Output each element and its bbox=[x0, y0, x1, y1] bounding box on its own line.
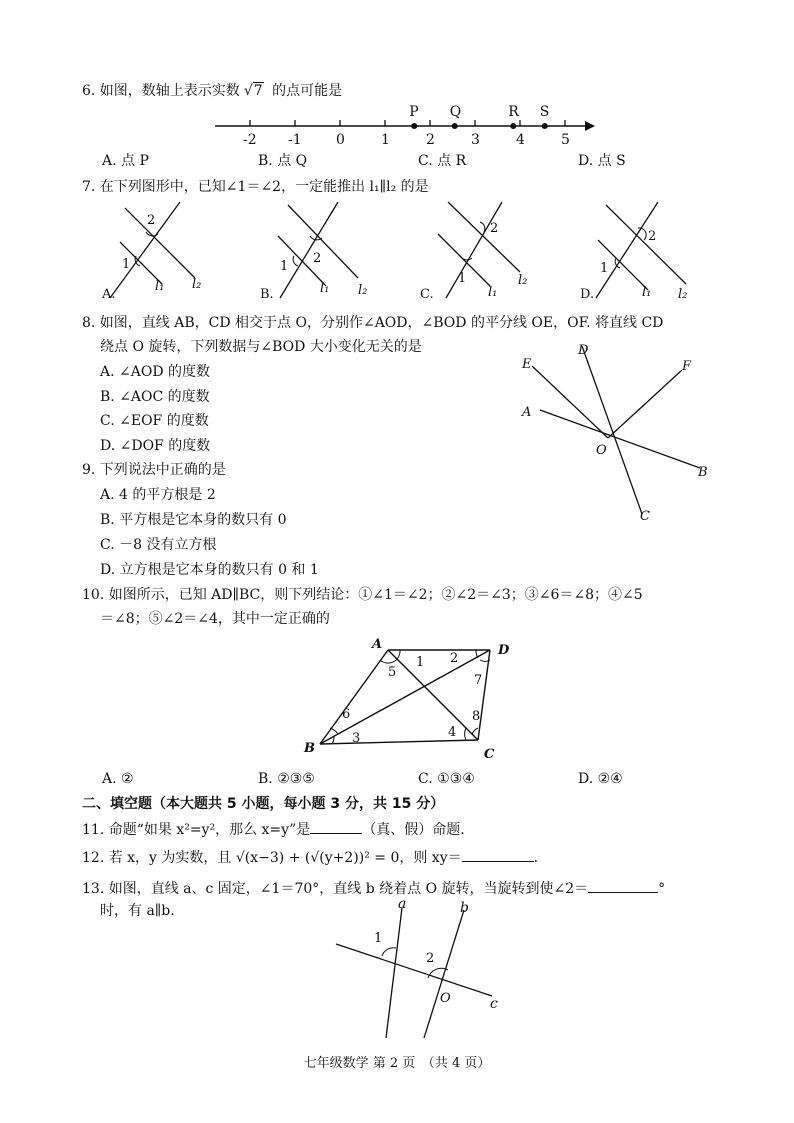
q6-option-d[interactable]: D. 点 S bbox=[578, 153, 626, 169]
q13-stem-line1: 13. 如图，直线 a、c 固定，∠1＝70°，直线 b 绕着点 O 旋转，当旋转到使∠2＝ ° bbox=[82, 878, 665, 898]
svg-text:6: 6 bbox=[342, 707, 351, 722]
q6-point-dot bbox=[542, 123, 548, 129]
svg-text:1: 1 bbox=[122, 257, 131, 272]
q9-stem: 9. 下列说法中正确的是 bbox=[82, 462, 226, 478]
svg-text:l₂: l₂ bbox=[358, 283, 368, 298]
svg-text:a: a bbox=[398, 896, 407, 912]
q6-tick-label: -2 bbox=[243, 132, 257, 148]
svg-text:E: E bbox=[522, 357, 532, 372]
svg-text:2: 2 bbox=[490, 221, 499, 236]
svg-text:2: 2 bbox=[450, 651, 459, 666]
q10-option-a[interactable]: A. ② bbox=[102, 771, 134, 787]
q7-figure-a[interactable] bbox=[100, 200, 210, 300]
sqrt-arg: 7 bbox=[253, 83, 263, 99]
q6-stem: 6. 如图，数轴上表示实数 √7 的点可能是 bbox=[82, 83, 343, 99]
q6-option-b[interactable]: B. 点 Q bbox=[258, 153, 308, 169]
q6-point-label: R bbox=[508, 104, 519, 120]
svg-text:D.: D. bbox=[580, 287, 595, 302]
svg-text:C.: C. bbox=[420, 287, 434, 302]
q10-figure bbox=[300, 636, 520, 766]
svg-text:C: C bbox=[484, 747, 495, 762]
q13-stem-line2: 时，有 a∥b. bbox=[100, 903, 175, 919]
svg-text:C: C bbox=[640, 509, 650, 524]
q7a-letter: A. bbox=[102, 287, 116, 302]
q8-option-a[interactable]: A. ∠AOD 的度数 bbox=[100, 364, 211, 380]
svg-text:B: B bbox=[698, 465, 708, 480]
q6-point-dot bbox=[452, 123, 458, 129]
svg-text:F: F bbox=[682, 359, 692, 374]
svg-text:1: 1 bbox=[600, 261, 609, 276]
svg-text:b: b bbox=[460, 900, 469, 916]
svg-text:O: O bbox=[596, 443, 607, 458]
svg-text:l₂: l₂ bbox=[678, 287, 688, 302]
section2-heading: 二、填空题（本大题共 5 小题，每小题 3 分，共 15 分） bbox=[82, 796, 445, 812]
q10-option-d[interactable]: D. ②④ bbox=[578, 771, 623, 787]
q10-option-c[interactable]: C. ①③④ bbox=[418, 771, 475, 787]
svg-text:O: O bbox=[440, 991, 451, 1006]
q8-option-b[interactable]: B. ∠AOC 的度数 bbox=[100, 389, 210, 405]
q9-option-a[interactable]: A. 4 的平方根是 2 bbox=[100, 487, 216, 503]
q8-stem-line2: 绕点 O 旋转，下列数据与∠BOD 大小变化无关的是 bbox=[100, 339, 422, 355]
q8-option-c[interactable]: C. ∠EOF 的度数 bbox=[100, 413, 209, 429]
q11-answer-blank[interactable] bbox=[310, 819, 362, 834]
q12-expression: √(x−3) + (√(y+2))² = 0 bbox=[235, 850, 400, 866]
svg-text:l₁: l₁ bbox=[642, 285, 652, 300]
svg-text:5: 5 bbox=[388, 665, 397, 680]
svg-text:7: 7 bbox=[474, 673, 483, 688]
q7-figure-c[interactable] bbox=[418, 200, 528, 300]
svg-text:A: A bbox=[372, 637, 383, 652]
q12-answer-blank[interactable] bbox=[462, 847, 534, 862]
svg-text:D: D bbox=[578, 343, 589, 358]
q6-tick-label: 3 bbox=[471, 132, 480, 148]
q6-point-dot bbox=[510, 123, 516, 129]
q6-tick-label: 4 bbox=[516, 132, 525, 148]
q6-option-c[interactable]: C. 点 R bbox=[418, 153, 467, 169]
q6-tick-label: -1 bbox=[288, 132, 302, 148]
svg-text:1: 1 bbox=[280, 259, 289, 274]
svg-text:4: 4 bbox=[448, 725, 457, 740]
q6-option-a[interactable]: A. 点 P bbox=[102, 153, 149, 169]
svg-text:1: 1 bbox=[458, 271, 467, 286]
svg-text:2: 2 bbox=[648, 229, 657, 244]
q6-tick-label: 2 bbox=[426, 132, 435, 148]
svg-text:l₁: l₁ bbox=[488, 285, 498, 300]
q7-figure-d[interactable] bbox=[578, 200, 698, 300]
page-footer: 七年级数学 第 2 页 （共 4 页） bbox=[303, 1056, 491, 1071]
svg-text:l₂: l₂ bbox=[518, 273, 528, 288]
svg-text:A: A bbox=[522, 405, 532, 420]
q7-stem: 7. 在下列图形中，已知∠1＝∠2，一定能推出 l₁∥l₂ 的是 bbox=[82, 179, 429, 195]
q10-stem-line2: ＝∠8；⑤∠2＝∠4，其中一定正确的 bbox=[100, 611, 330, 627]
q6-point-label: P bbox=[409, 104, 419, 120]
q6-tick-label: 1 bbox=[381, 132, 390, 148]
sqrt-symbol: √ bbox=[243, 83, 253, 99]
q13-figure bbox=[332, 898, 532, 1048]
svg-text:2: 2 bbox=[147, 213, 156, 228]
q9-option-d[interactable]: D. 立方根是它本身的数只有 0 和 1 bbox=[100, 562, 319, 578]
q6-number-line bbox=[210, 100, 610, 148]
svg-text:2: 2 bbox=[313, 251, 322, 266]
q12-stem: 12. 若 x，y 为实数，且 √(x−3) + (√(y+2))² = 0，则 xy＝ . bbox=[82, 847, 538, 867]
svg-text:l₂: l₂ bbox=[192, 277, 202, 292]
q10-stem-line1: 10. 如图所示，已知 AD∥BC，则下列结论：①∠1＝∠2；②∠2＝∠3；③∠6＝∠8；④∠5 bbox=[82, 587, 643, 603]
q7-figure-b[interactable] bbox=[258, 200, 368, 300]
q9-option-b[interactable]: B. 平方根是它本身的数只有 0 bbox=[100, 512, 287, 528]
q6-point-dot bbox=[411, 123, 417, 129]
q6-point-label: S bbox=[539, 104, 550, 120]
q13-answer-blank[interactable] bbox=[588, 878, 658, 893]
svg-text:l₁: l₁ bbox=[320, 281, 330, 296]
svg-text:D: D bbox=[498, 643, 510, 658]
svg-text:1: 1 bbox=[374, 931, 383, 946]
svg-text:8: 8 bbox=[472, 709, 481, 724]
svg-text:B: B bbox=[304, 741, 315, 756]
q6-point-label: Q bbox=[449, 104, 462, 120]
q11-stem: 11. 命题“如果 x²=y²，那么 x=y”是 （真、假）命题. bbox=[82, 819, 465, 839]
q8-stem-line1: 8. 如图，直线 AB，CD 相交于点 O，分别作∠AOD，∠BOD 的平分线 OE，OF. 将直线 CD bbox=[82, 315, 664, 331]
svg-text:c: c bbox=[490, 996, 498, 1012]
q8-option-d[interactable]: D. ∠DOF 的度数 bbox=[100, 438, 211, 454]
q9-option-c[interactable]: C. －8 没有立方根 bbox=[100, 537, 217, 553]
q10-option-b[interactable]: B. ②③⑤ bbox=[258, 771, 315, 787]
svg-text:1: 1 bbox=[416, 655, 425, 670]
q6-tick-label: 0 bbox=[336, 132, 345, 148]
svg-text:2: 2 bbox=[426, 951, 435, 966]
q8-figure bbox=[510, 338, 730, 528]
svg-text:3: 3 bbox=[352, 731, 361, 746]
svg-text:l₁: l₁ bbox=[155, 279, 165, 294]
q6-tick-label: 5 bbox=[561, 132, 570, 148]
svg-text:B.: B. bbox=[260, 287, 274, 302]
